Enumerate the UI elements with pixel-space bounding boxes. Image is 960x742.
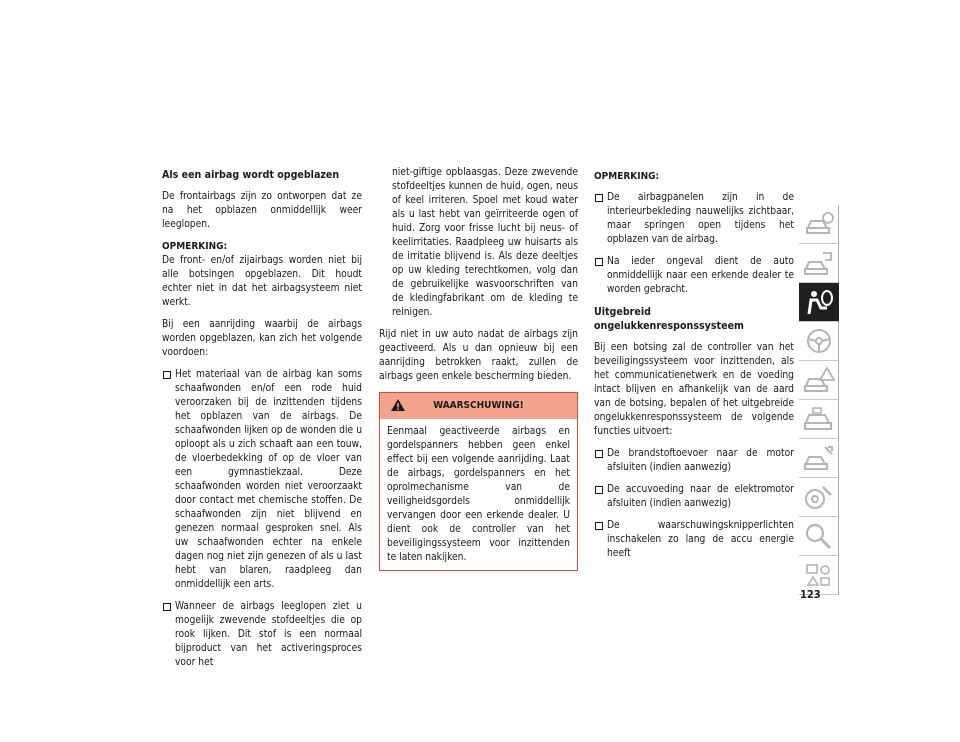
car-info-icon <box>803 210 835 238</box>
airbag-safety-icon <box>803 288 835 316</box>
search-icon <box>803 522 835 550</box>
column-right <box>594 170 794 569</box>
paragraph: De frontairbags zijn zo ontworpen dat ze na het opblazen onmiddellijk weer leeglopen. <box>162 191 362 230</box>
warning-text: Eenmaal geactiveerde airbags en gordelspanners hebben geen enkel effect bij een volgende aanrijding. Laat de airbags, gordelspanners en het oprolmechanisme van de veiligheidsgordels onmiddellijk vervangen door een erkende dealer. U dient ook de controller van het beveiligingssysteem voor inzittenden te laten nakijken. <box>387 426 570 563</box>
chapter-tabs <box>799 205 841 595</box>
tab-car-info[interactable] <box>799 205 839 244</box>
tab-emergency[interactable] <box>799 400 839 439</box>
multimedia-icon <box>803 561 835 589</box>
bullet-item: De accuvoeding naar de elektromotor afsluiten (indien aanwezig) <box>594 483 794 511</box>
bullet-item: De airbagpanelen zijn in de interieurbekleding nauwelijks zichtbaar, maar springen open tijdens het opblazen van de airbag. <box>594 191 794 247</box>
tab-specifications[interactable] <box>799 478 839 517</box>
bullet-continuation: niet-giftige opblaasgas. Deze zwevende stofdeeltjes kunnen de huid, ogen, neus of keel irriteren. Spoel met koud water als u last hebt van geïrriteerde ogen of huid. Zorg voor frisse lucht bij neus- of keelirritaties. Raadpleeg uw huisarts als de irritatie blijvend is. Als deze deeltjes op uw kleding terechtkomen, volg dan de gebruikelijke wasvoorschriften van de kledingfabrikant om de kleding te reinigen. <box>392 167 578 318</box>
section-heading: Uitgebreid ongelukkenresponssysteem <box>594 306 744 332</box>
bullet-item: Het materiaal van de airbag kan soms schaafwonden en/of een rode huid veroorzaken bij de inzittenden tijdens het opblazen van de airbags. De schaafwonden lijken op de wonden die u oploopt als u zich schaaft aan een touw, de vloerbedekking of op de vloer van een gymnastiekzaal. Deze schaafwonden worden niet veroorzaakt door contact met chemische stoffen. De schaafwonden zijn niet blijvend en genezen normaal gesproken snel. Als uw schaafwonden echter na enkele dagen nog niet zijn genezen of als u last hebt van blaren, raadpleeg dan onmiddellijk een arts. <box>162 368 362 592</box>
paragraph: Rijd niet in uw auto nadat de airbags zijn geactiveerd. Als u dan opnieuw bij een aanrijding betrokken raakt, zullen de airbags geen enkele bescherming bieden. <box>379 329 578 382</box>
tab-safety[interactable] <box>799 283 839 322</box>
column-middle <box>379 166 578 571</box>
car-service-icon <box>803 444 835 472</box>
bullet-item: Wanneer de airbags leeglopen ziet u mogelijk zwevende stofdeeltjes die op rook lijken. Dit stof is een normaal bijproduct van het activeringsproces voor het <box>162 600 362 670</box>
tire-wrench-icon <box>803 483 835 511</box>
bullet-item: De brandstoftoevoer naar de motor afsluiten (indien aanwezig) <box>594 447 794 475</box>
paragraph: Bij een aanrijding waarbij de airbags worden opgeblazen, kan zich het volgende voordoen: <box>162 319 362 358</box>
note-label: OPMERKING: <box>594 171 660 182</box>
car-warning-icon <box>803 366 835 394</box>
bullet-list <box>594 191 794 297</box>
section-heading: Als een airbag wordt opgeblazen <box>162 169 340 181</box>
warning-header <box>380 393 577 419</box>
page-number: 123 <box>800 588 821 601</box>
note-label: OPMERKING: <box>162 241 228 252</box>
bullet-item: De waarschuwingsknipperlichten inschakelen zo lang de accu energie heeft <box>594 519 794 561</box>
tab-index[interactable] <box>799 517 839 556</box>
tab-service[interactable] <box>799 439 839 478</box>
car-emergency-icon <box>803 405 835 433</box>
warning-title: WAARSCHUWING! <box>433 400 524 411</box>
paragraph: Bij een botsing zal de controller van het beveiligingssysteem voor inzittenden, als het communicatienetwerk en de voeding intact blijven en afhankelijk van de aard van de botsing, bepalen of het uitgebreide ongelukkenresponssysteem de volgende functies uitvoert: <box>594 342 794 437</box>
bullet-item: Na ieder ongeval dient de auto onmiddellijk naar een erkende dealer te worden gebracht. <box>594 255 794 297</box>
tab-car-controls[interactable] <box>799 244 839 283</box>
tab-driving[interactable] <box>799 322 839 361</box>
bullet-list <box>594 447 794 561</box>
steering-wheel-icon <box>803 327 835 355</box>
column-left <box>162 168 362 678</box>
warning-box <box>379 392 578 571</box>
car-controls-icon <box>803 249 835 277</box>
note-text: De front- en/of zijairbags worden niet bij alle botsingen opgeblazen. Dit houdt echter niet in dat het airbagsysteem niet werkt. <box>162 255 362 308</box>
tab-warnings[interactable] <box>799 361 839 400</box>
bullet-list <box>162 368 362 670</box>
